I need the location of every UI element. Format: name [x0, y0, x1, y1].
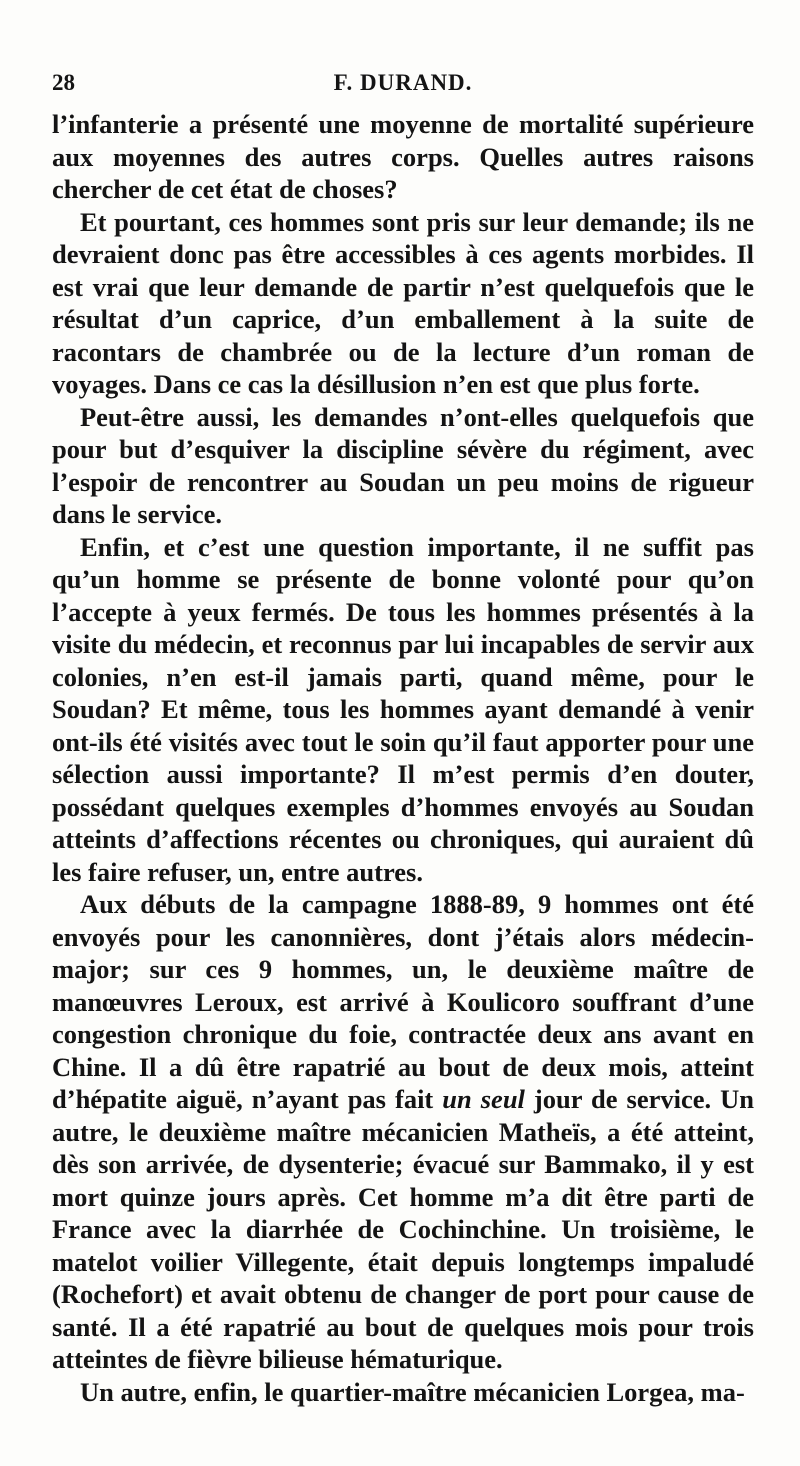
paragraph-text: jour de service. Un autre, le deuxième maître mécanicien Matheïs, a été atteint, dès son arrivée, de dysenterie; évacué sur Bammako, il y est mort quinze jours après. Cet homme m’a dit être parti de France avec la diarrhée de Cochinchine. Un troisième, le matelot voilier Villegente, était depuis longtemps impaludé (Rochefort) et avait obtenu de changer de port pour cause de santé. Il a été rapatrié au bout de quelques mois pour trois atteintes de fièvre bilieuse hématurique.: [52, 1084, 754, 1374]
paragraph: Un autre, enfin, le quartier-maître mécanicien Lorgea, ma-: [80, 1376, 745, 1407]
paragraph-text: Aux débuts de la campagne 1888-89, 9 hommes ont été envoyés pour les canonnières, dont j’étais alors médecin-major; sur ces 9 hommes, un, le deuxième maître de manœuvres Leroux, est arrivé à Koulicoro souffrant d’une congestion chronique du foie, contractée deux ans avant en Chine. Il a dû être rapatrié au bout de deux mois, atteint d’hépatite aiguë, n’ayant pas fait: [52, 889, 754, 1114]
emphasis-text: un seul: [442, 1084, 525, 1114]
paragraph: Peut-être aussi, les demandes n’ont-elles quelquefois que pour but d’esquiver la discipline sévère du régiment, avec l’espoir de rencontrer au Soudan un peu moins de rigueur dans le service.: [52, 401, 754, 529]
paragraph: [52, 888, 754, 1376]
paragraph: Et pourtant, ces hommes sont pris sur leur demande; ils ne devraient donc pas être accessibles à ces agents morbides. Il est vrai que leur demande de partir n’est quelquefois que le résultat d’un caprice, d’un emballement à la suite de racontars de chambrée ou de la lecture d’un roman de voyages. Dans ce cas la désillusion n’en est que plus forte.: [52, 206, 754, 399]
page-number: 28: [52, 70, 75, 95]
body-text: [52, 108, 754, 1408]
paragraph: l’infanterie a présenté une moyenne de mortalité supérieure aux moyennes des autres corps. Quelles autres raisons chercher de cet état de choses?: [52, 109, 754, 204]
page-header: [52, 70, 754, 102]
paragraph: Enfin, et c’est une question importante, il ne suffit pas qu’un homme se présente de bonne volonté pour qu’on l’accepte à yeux fermés. De tous les hommes présentés à la visite du médecin, et reconnus par lui incapables de servir aux colonies, n’en est-il jamais parti, quand même, pour le Soudan? Et même, tous les hommes ayant demandé à venir ont-ils été visités avec tout le soin qu’il faut apporter pour une sélection aussi importante? Il m’est permis d’en douter, possédant quelques exemples d’hommes envoyés au Soudan atteints d’affections récentes ou chroniques, qui auraient dû les faire refuser, un, entre autres.: [52, 531, 754, 887]
running-head: F. DURAND.: [333, 70, 473, 95]
